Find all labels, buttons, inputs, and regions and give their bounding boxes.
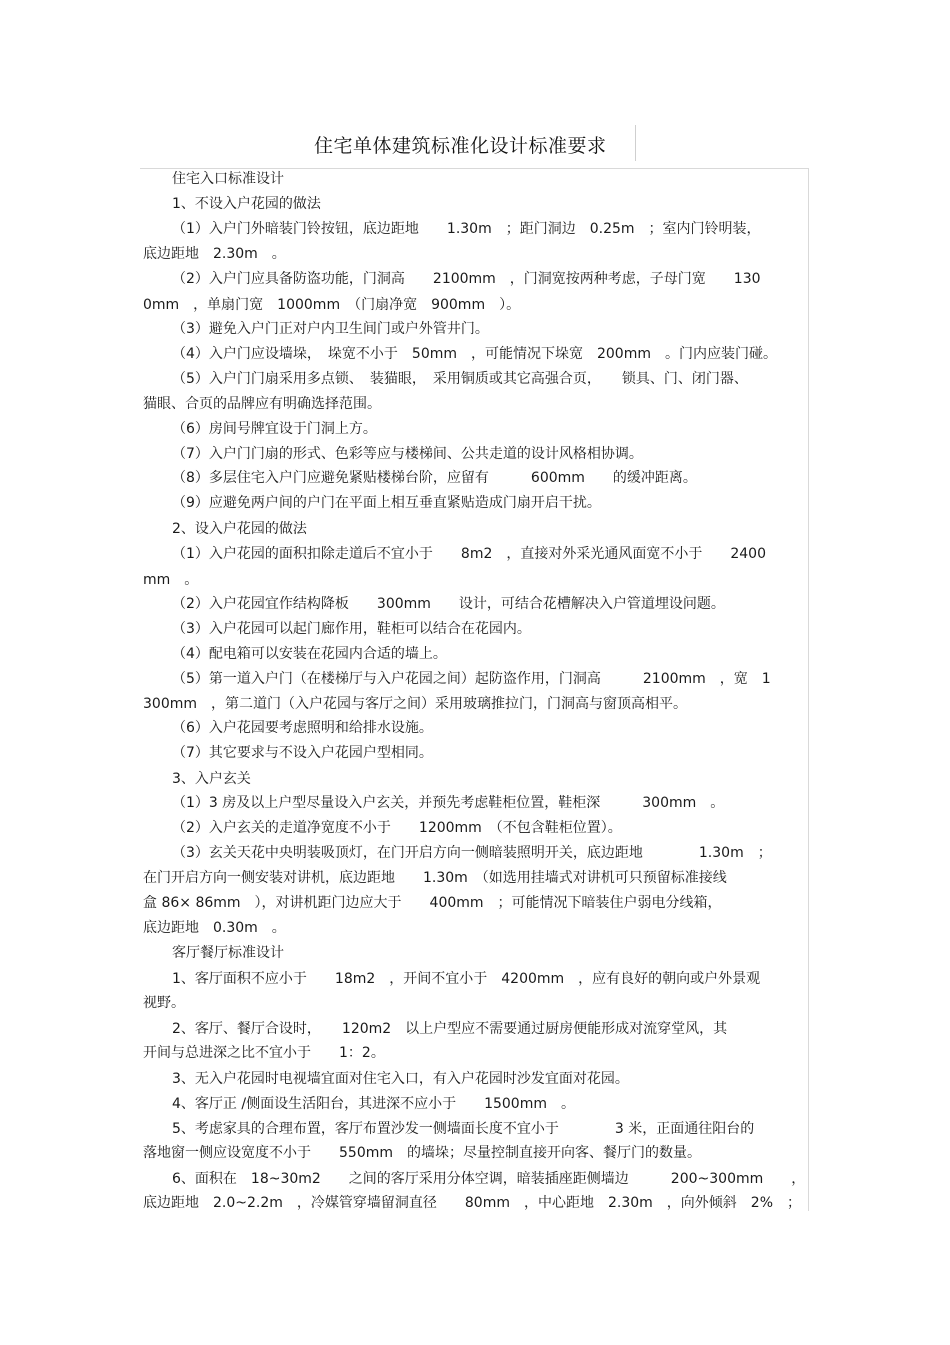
title-box — [300, 125, 636, 161]
subheading-with-garden: 2、设入户花园的做法 — [172, 521, 307, 537]
text-line: （4）入户门应设墙垛， 垛宽不小于 50mm ，可能情况下垛宽 200mm 。门内应装门碰。 — [172, 346, 777, 362]
text-line: 猫眼、合页的品牌应有明确选择范围。 — [143, 396, 381, 412]
text-line: （5）入户门门扇采用多点锁、 装猫眼， 采用铜质或其它高强合页， 锁具、门、闭门器、 — [172, 371, 748, 387]
text-line: 盒 86× 86mm ），对讲机距门边应大于 400mm ；可能情况下暗装住户弱电分线箱， — [143, 895, 722, 911]
text-line: （6）入户花园要考虑照明和给排水设施。 — [172, 720, 433, 736]
text-line: （8）多层住宅入户门应避免紧贴楼梯台阶，应留有 600mm 的缓冲距离。 — [172, 470, 697, 486]
section-heading-entrance: 住宅入口标准设计 — [172, 171, 284, 187]
section-heading-living-dining: 客厅餐厅标准设计 — [172, 945, 284, 961]
text-line: （7）其它要求与不设入户花园户型相同。 — [172, 745, 433, 761]
text-line: 视野。 — [143, 995, 185, 1011]
text-line: （3）避免入户门正对户内卫生间门或户外管井门。 — [172, 321, 489, 337]
text-line: （2）入户门应具备防盗功能，门洞高 2100mm ，门洞宽按两种考虑，子母门宽 130 — [172, 271, 761, 287]
text-line: （9）应避免两户间的户门在平面上相互垂直紧贴造成门扇开启干扰。 — [172, 495, 601, 511]
text-line: （3）入户花园可以起门廊作用，鞋柜可以结合在花园内。 — [172, 621, 531, 637]
text-line: （3）玄关天花中央明装吸顶灯，在门开启方向一侧暗装照明开关，底边距地 1.30m ； — [172, 845, 772, 861]
text-line: 5、考虑家具的合理布置，客厅布置沙发一侧墙面长度不宜小于 3 米，正面通往阳台的 — [172, 1121, 755, 1137]
text-line: 6、面积在 18~30m2 之间的客厅采用分体空调，暗装插座距侧墙边 200~300mm ， — [172, 1171, 806, 1187]
text-line: （1）3 房及以上户型尽量设入户玄关，并预先考虑鞋柜位置，鞋柜深 300mm 。 — [172, 795, 725, 811]
text-line: 底边距地 0.30m 。 — [143, 920, 286, 936]
text-line: （1）入户花园的面积扣除走道后不宜小于 8m2 ，直接对外采光通风面宽不小于 2400 — [172, 546, 766, 562]
text-line: 4、客厅正 /侧面设生活阳台，其进深不应小于 1500mm 。 — [172, 1096, 575, 1112]
page-title: 住宅单体建筑标准化设计标准要求 — [314, 135, 607, 157]
text-line: （4）配电箱可以安装在花园内合适的墙上。 — [172, 646, 447, 662]
text-line: 底边距地 2.0~2.2m ，冷媒管穿墙留洞直径 80mm ，中心距地 2.30m ，向外倾斜 2% ； — [143, 1195, 802, 1211]
text-line: （6）房间号牌宜设于门洞上方。 — [172, 421, 377, 437]
text-line: （1）入户门外暗装门铃按钮，底边距地 1.30m ；距门洞边 0.25m ；室内门铃明装， — [172, 221, 761, 237]
subheading-no-garden: 1、不设入户花园的做法 — [172, 196, 321, 212]
text-line: 落地窗一侧应设宽度不小于 550mm 的墙垛；尽量控制直接开向客、餐厅门的数量。 — [143, 1145, 701, 1161]
text-line: （2）入户花园宜作结构降板 300mm 设计，可结合花槽解决入户管道埋设问题。 — [172, 596, 725, 612]
text-line: 3、无入户花园时电视墙宜面对住宅入口，有入户花园时沙发宜面对花园。 — [172, 1071, 629, 1087]
text-line: （7）入户门门扇的形式、色彩等应与楼梯间、公共走道的设计风格相协调。 — [172, 446, 643, 462]
text-line: 1、客厅面积不应小于 18m2 ，开间不宜小于 4200mm ，应有良好的朝向或户外景观 — [172, 971, 761, 987]
text-line: （5）第一道入户门（在楼梯厅与入户花园之间）起防盗作用，门洞高 2100mm ，宽 1 — [172, 671, 771, 687]
subheading-entry-foyer: 3、入户玄关 — [172, 771, 251, 787]
text-line: 0mm ，单扇门宽 1000mm （门扇净宽 900mm ）。 — [143, 297, 521, 313]
text-line: 300mm ，第二道门（入户花园与客厅之间）采用玻璃推拉门，门洞高与窗顶高相平。 — [143, 696, 687, 712]
text-line: 开间与总进深之比不宜小于 1：2。 — [143, 1045, 385, 1061]
text-line: 2、客厅、餐厅合设时， 120m2 以上户型应不需要通过厨房便能形成对流穿堂风，其 — [172, 1021, 728, 1037]
text-line: mm 。 — [143, 572, 199, 588]
text-line: 底边距地 2.30m 。 — [143, 246, 286, 262]
text-line: （2）入户玄关的走道净宽度不小于 1200mm （不包含鞋柜位置）。 — [172, 820, 622, 836]
text-line: 在门开启方向一侧安装对讲机，底边距地 1.30m （如选用挂墙式对讲机可只预留标准接线 — [143, 870, 727, 886]
